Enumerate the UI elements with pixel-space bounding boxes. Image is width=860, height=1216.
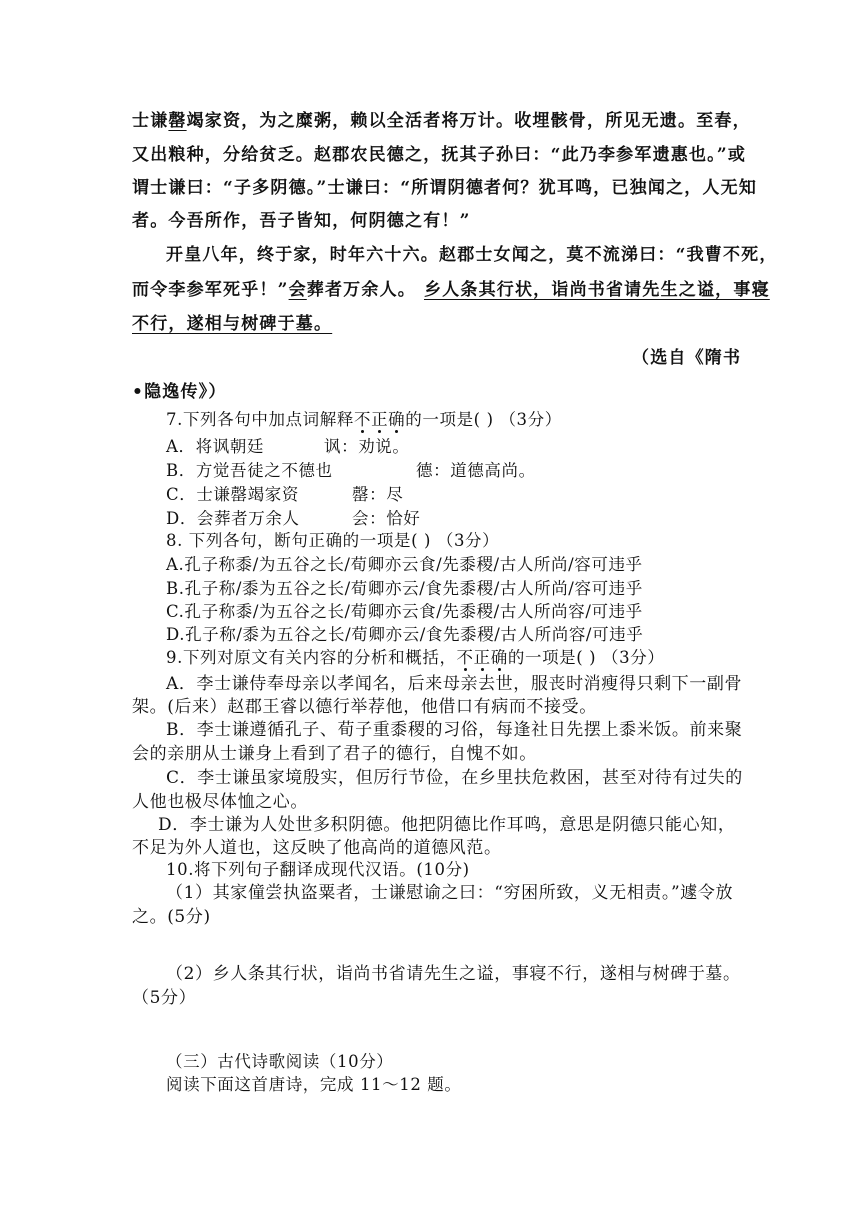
underlined-sentence: 乡人条其行状，诣尚书省请先生之谥，事寝 <box>423 280 770 300</box>
q7-option-b: B．方觉吾徒之不德也 <box>166 461 333 480</box>
passage-text: 而令李参军死乎！” <box>132 280 289 300</box>
dotted-char: 不 <box>353 410 372 429</box>
q10-sentence-1: 之。(5分) <box>132 907 211 927</box>
q9-option-b-line: 会的亲朋从士谦身上看到了君子的德行，自愧不如。 <box>132 744 537 764</box>
question-9-stem <box>166 650 664 667</box>
passage-line: 开皇八年，终于家，时年六十六。赵郡士女闻之，莫不流涕曰：“我曹不死， <box>166 245 778 265</box>
stem-text: 7.下列各句中加点词解释 <box>166 410 354 429</box>
q9-option-d-line: D．李士谦为人处世多积阴德。他把阴德比作耳鸣，意思是阴德只能心知， <box>158 815 736 835</box>
question-10-stem: 10.将下列句子翻译成现代汉语。(10分) <box>166 860 470 879</box>
q8-option-b: B.孔子称/黍为五谷之长/荀卿亦云/食先黍稷/古人所尚/容可违乎 <box>166 579 643 598</box>
q9-option-a-line: A．李士谦侍奉母亲以孝闻名，后来母亲去世，服丧时消瘦得只剩下一副骨 <box>166 674 743 694</box>
dotted-char: 正 <box>473 648 491 667</box>
q10-sentence-1: （1）其家僮尝执盗粟者，士谦慰谕之曰：“穷困所致，义无相责。”遽令放 <box>166 883 734 903</box>
q7-option-a: A．将讽朝廷 <box>166 437 265 456</box>
passage-text: 竭家资，为之糜粥，赖以全活者将万计。收埋骸骨，所见无遗。至春， <box>186 111 751 131</box>
section-3-intro: 阅读下面这首唐诗，完成 11～12 题。 <box>166 1075 462 1094</box>
passage-line: 者。今吾所作，吾子皆知，何阴德之有！” <box>132 211 471 231</box>
passage-line: 又出粮种，分给贫乏。赵郡农民德之，抚其子孙曰：“此乃李参军遗惠也。”或 <box>132 145 747 165</box>
passage-line <box>132 282 770 299</box>
q9-option-b-line: B．李士谦遵循孔子、荀子重黍稷的习俗，每逢社日先摆上黍米饭。前来聚 <box>166 720 743 740</box>
underlined-word: 会 <box>288 280 307 300</box>
q7-option-d-gloss: 会：恰好 <box>352 509 421 528</box>
q8-option-d: D.孔子称/黍为五谷之长/荀卿亦云/食先黍稷/古人所尚容/可违乎 <box>166 625 644 644</box>
underlined-word: 罄 <box>168 111 187 131</box>
passage-text: 士谦 <box>132 111 169 131</box>
source-citation: （选自《隋书 <box>632 348 742 368</box>
passage-line <box>132 316 332 333</box>
q9-option-c-line: 人他也极尽体恤之心。 <box>132 792 308 812</box>
stem-text: 的一项是( ) （3分） <box>507 648 665 667</box>
q10-sentence-2: （2）乡人条其行状，诣尚书省请先生之谥，事寝不行，遂相与树碑于墓。 <box>166 964 741 984</box>
q7-option-d: D．会葬者万余人 <box>166 509 300 528</box>
section-3-title: （三）古代诗歌阅读（10分） <box>166 1052 394 1071</box>
dotted-char: 确 <box>490 648 508 667</box>
dotted-char: 确 <box>388 410 406 429</box>
q7-option-c-gloss: 罄：尽 <box>352 485 404 504</box>
q9-option-c-line: C．李士谦虽家境殷实，但厉行节俭，在乡里扶危救困，甚至对待有过失的 <box>166 768 743 788</box>
dotted-char: 正 <box>371 410 389 429</box>
underlined-sentence: 不行，遂相与树碑于墓。 <box>132 314 333 334</box>
q7-option-c: C．士谦罄竭家资 <box>166 485 299 504</box>
dotted-char: 不 <box>456 648 474 667</box>
passage-line: 谓士谦曰：“子多阴德。”士谦曰：“所谓阴德者何？犹耳鸣，已独闻之，人无知 <box>132 178 758 198</box>
source-citation: •隐逸传》） <box>132 382 227 402</box>
question-7-stem <box>166 412 562 429</box>
passage-line <box>132 113 751 130</box>
question-8-stem: 8. 下列各句，断句正确的一项是( ) （3分） <box>166 531 500 550</box>
q7-option-b-gloss: 德：道德高尚。 <box>416 461 536 480</box>
q8-option-c: C.孔子称黍/为五谷之长/荀卿亦云食/先黍稷/古人所尚容/可违乎 <box>166 602 643 621</box>
q9-option-d-line: 不足为外人道也，这反映了他高尚的道德风范。 <box>132 838 502 858</box>
q8-option-a: A.孔子称黍/为五谷之长/荀卿亦云食/先黍稷/古人所尚/容可违乎 <box>166 555 643 574</box>
q10-sentence-2: （5分） <box>132 988 197 1008</box>
stem-text: 9.下列对原文有关内容的分析和概括， <box>166 648 457 667</box>
q9-option-a-line: 架。(后来）赵郡王睿以德行举荐他，他借口有病而不接受。 <box>132 697 597 717</box>
stem-text: 的一项是( ) （3分） <box>405 410 562 429</box>
q7-option-a-gloss: 讽：劝说。 <box>324 437 410 456</box>
passage-text: 葬者万余人。 <box>306 280 416 300</box>
